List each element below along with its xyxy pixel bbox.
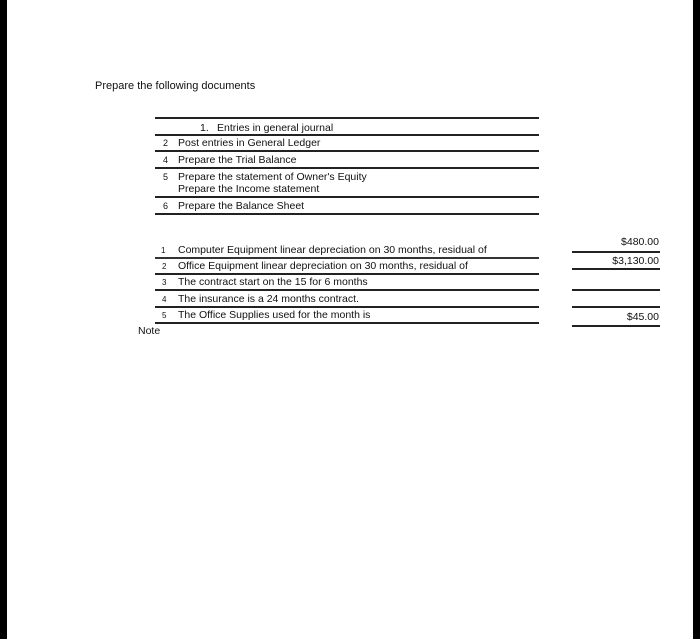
page-heading: Prepare the following documents <box>95 80 256 92</box>
task-label: Entries in general journal <box>217 122 334 134</box>
note-number: 4 <box>162 295 167 304</box>
task-number: 5 <box>163 172 169 182</box>
document-page <box>7 0 693 639</box>
table-rule <box>155 196 539 198</box>
task-label: Prepare the Trial Balance <box>178 154 297 166</box>
table-rule <box>155 117 539 119</box>
note-label-text: Note <box>138 325 161 337</box>
note-amount: $45.00 <box>626 311 659 323</box>
task-number: 2 <box>163 138 169 148</box>
task-label: Prepare the Income statement <box>178 183 320 195</box>
note-amount: $3,130.00 <box>612 255 659 267</box>
task-label: Prepare the Balance Sheet <box>178 200 305 212</box>
table-rule <box>155 150 539 152</box>
amount-rule <box>572 251 660 253</box>
table-rule <box>155 134 539 136</box>
table-rule <box>155 273 539 275</box>
table-rule <box>155 306 539 308</box>
task-number: 4 <box>163 155 169 165</box>
task-label: Post entries in General Ledger <box>178 137 321 149</box>
amount-rule <box>572 306 660 308</box>
task-number: 6 <box>163 201 169 211</box>
note-label: Office Equipment linear depreciation on 30 months, residual of <box>178 260 468 272</box>
table-rule <box>155 167 539 169</box>
amount-rule <box>572 289 660 291</box>
note-number: 3 <box>162 278 167 287</box>
table-rule <box>155 213 539 215</box>
note-label: The contract start on the 15 for 6 months <box>178 276 368 288</box>
task-number: 1. <box>200 122 209 134</box>
amount-rule <box>572 268 660 270</box>
note-number: 2 <box>162 262 167 271</box>
table-rule <box>155 322 539 324</box>
note-number: 1 <box>161 246 166 255</box>
note-label: The insurance is a 24 months contract. <box>178 293 359 305</box>
note-label: Computer Equipment linear depreciation on 30 months, residual of <box>178 244 487 256</box>
table-rule <box>155 289 539 291</box>
amount-rule <box>572 325 660 327</box>
note-amount: $480.00 <box>621 236 659 248</box>
table-rule <box>155 257 539 259</box>
note-number: 5 <box>162 311 167 320</box>
task-label: Prepare the statement of Owner's Equity <box>178 171 367 183</box>
note-label: The Office Supplies used for the month is <box>178 309 371 321</box>
